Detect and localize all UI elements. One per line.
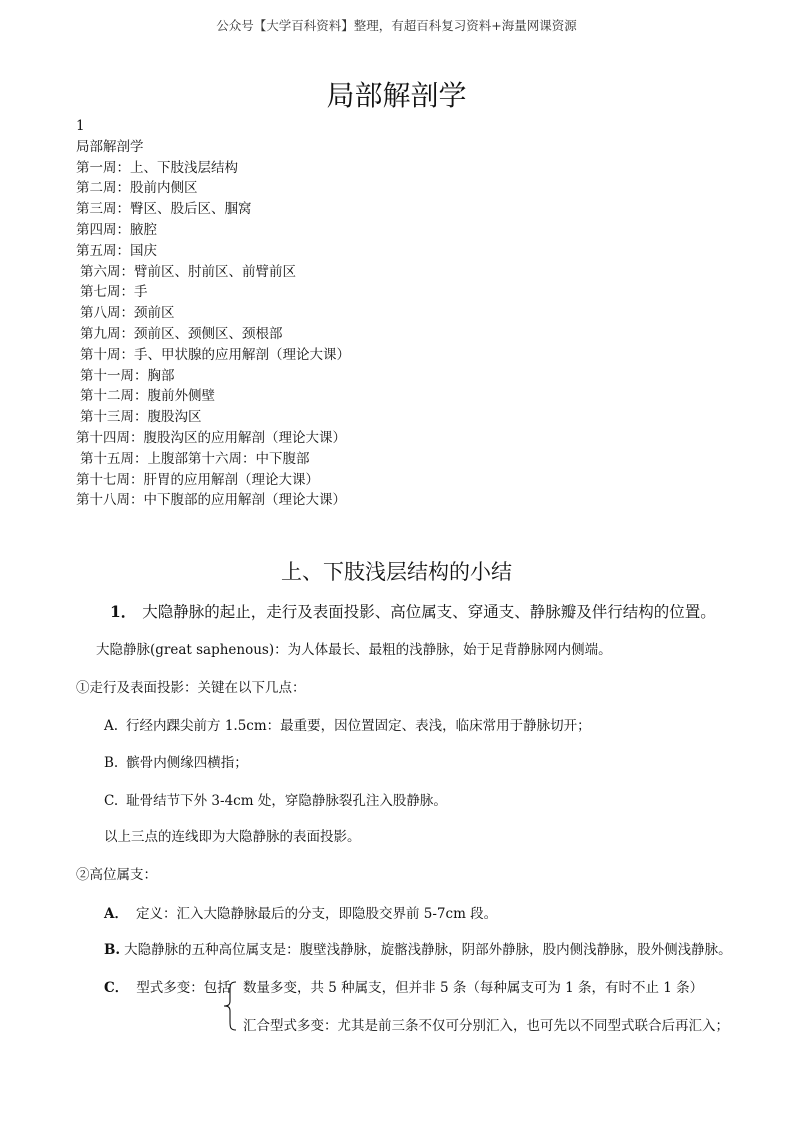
- part2-item-c: [104, 976, 231, 996]
- toc-item: 第十周：手、甲状腺的应用解剖（理论大课）: [80, 346, 350, 363]
- item-mark: C．: [104, 980, 129, 996]
- toc-item: 第十七周：肝胃的应用解剖（理论大课）: [76, 471, 319, 488]
- item-text: 髌骨内侧缘四横指；: [126, 755, 248, 771]
- question-text: 大隐静脉的起止，走行及表面投影、高位属支、穿通支、静脉瓣及伴行结构的位置。: [142, 603, 716, 621]
- course-name: 局部解剖学: [76, 138, 144, 155]
- page-header: 公众号【大学百科资料】整理，有超百科复习资料+海量网课资源: [216, 18, 577, 33]
- item-mark: B.: [104, 755, 119, 771]
- part2-item-a: [104, 902, 497, 922]
- toc-item: 第十四周：腹股沟区的应用解剖（理论大课）: [76, 429, 346, 446]
- toc-item: 第十五周：上腹部第十六周：中下腹部: [80, 450, 310, 467]
- table-of-contents: [76, 116, 350, 511]
- toc-item: 第六周：臂前区、肘前区、前臂前区: [80, 263, 296, 280]
- item-text: 定义：汇入大隐静脉最后的分支，即隐股交界前 5-7cm 段。: [135, 906, 498, 922]
- curly-brace-icon: [223, 981, 237, 1031]
- toc-item: 第二周：股前内侧区: [76, 180, 198, 197]
- item-text: 行经内踝尖前方 1.5cm：最重要，因位置固定、表浅，临床常用于静脉切开；: [126, 718, 591, 734]
- section-title: 上、下肢浅层结构的小结: [281, 560, 512, 584]
- part1-item-c: [104, 789, 447, 809]
- part2-item-c-branch1: 数量多变，共 5 种属支，但并非 5 条（每种属支可为 1 条，有时不止 1 条）: [243, 980, 704, 996]
- toc-item: 第一周：上、下肢浅层结构: [76, 159, 238, 176]
- page-number: 1: [76, 118, 85, 134]
- toc-item: 第八周：颈前区: [80, 305, 175, 322]
- toc-item: 第九周：颈前区、颈侧区、颈根部: [80, 325, 283, 342]
- toc-item: 第七周：手: [80, 284, 148, 301]
- toc-item: 第五周：国庆: [76, 242, 157, 259]
- part1-heading: ①走行及表面投影：关键在以下几点：: [76, 680, 306, 696]
- intro-paragraph: 大隐静脉(great saphenous)：为人体最长、最粗的浅静脉，始于足背静脉网内侧端。: [96, 642, 612, 658]
- toc-item: 第三周：臀区、股后区、腘窝: [76, 201, 252, 218]
- toc-item: 第十二周：腹前外侧壁: [80, 388, 215, 405]
- item-text: 耻骨结节下外 3-4cm 处，穿隐静脉裂孔注入股静脉。: [126, 793, 447, 809]
- toc-item: 第四周：腋腔: [76, 221, 157, 238]
- item-text: 大隐静脉的五种高位属支是：腹壁浅静脉，旋髂浅静脉，阴部外静脉，股内侧浅静脉，股外侧浅静脉。: [124, 942, 732, 958]
- item-mark: A．: [104, 906, 128, 922]
- toc-item: 第十八周：中下腹部的应用解剖（理论大课）: [76, 492, 346, 509]
- part2-heading: ②高位属支：: [76, 867, 157, 883]
- item-lead: 型式多变：包括: [136, 980, 231, 996]
- question-number: 1．: [110, 602, 137, 621]
- part1-summary: 以上三点的连线即为大隐静脉的表面投影。: [104, 829, 361, 845]
- part1-item-a: [104, 714, 591, 734]
- part2-item-c-branch2: 汇合型式多变：尤其是前三条不仅可分别汇入，也可先以不同型式联合后再汇入；: [243, 1018, 729, 1034]
- part2-item-b: [104, 938, 732, 958]
- question-heading: [110, 600, 716, 622]
- item-mark: C.: [104, 793, 119, 809]
- toc-item: 第十一周：胸部: [80, 367, 175, 384]
- part1-item-b: [104, 751, 248, 771]
- item-mark: B.: [104, 942, 121, 958]
- toc-item: 第十三周：腹股沟区: [80, 409, 202, 426]
- item-mark: A.: [104, 718, 119, 734]
- document-title: 局部解剖学: [326, 79, 467, 112]
